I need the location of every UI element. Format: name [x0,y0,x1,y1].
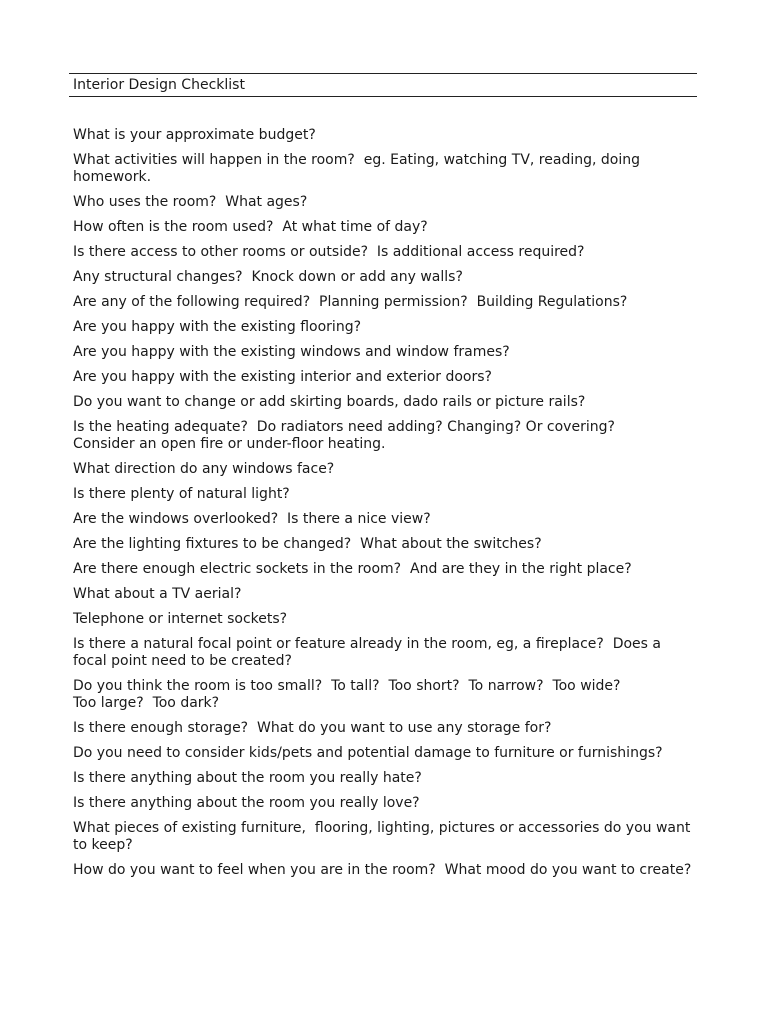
checklist-item: Are any of the following required? Planning permission? Building Regulations? [73,294,628,310]
checklist-item: How often is the room used? At what time of day? [73,219,428,235]
checklist-item: What is your approximate budget? [73,127,316,143]
checklist-item: What pieces of existing furniture, flooring, lighting, pictures or accessories do you want to keep? [73,820,695,853]
checklist-item: Is there anything about the room you really hate? [73,770,422,786]
checklist-item: What activities will happen in the room? eg. Eating, watching TV, reading, doing homework. [73,152,645,185]
checklist-item: Is there anything about the room you really love? [73,795,420,811]
checklist-item: Are you happy with the existing flooring? [73,319,362,335]
checklist-item: Are there enough electric sockets in the room? And are they in the right place? [73,561,632,577]
checklist-item: Are you happy with the existing interior and exterior doors? [73,369,492,385]
checklist-item: Are you happy with the existing windows and window frames? [73,344,510,360]
checklist-item: What direction do any windows face? [73,461,335,477]
checklist-item: Is the heating adequate? Do radiators need adding? Changing? Or covering? Consider an open fire or under-floor heating. [73,419,615,452]
document-title: Interior Design Checklist [73,77,245,93]
document-header [69,73,697,97]
checklist-item: Is there enough storage? What do you want to use any storage for? [73,720,552,736]
checklist-item: Who uses the room? What ages? [73,194,308,210]
checklist-item: Is there plenty of natural light? [73,486,290,502]
checklist-item: Is there a natural focal point or feature already in the room, eg, a fireplace? Does a focal point need to be created? [73,636,666,669]
checklist-item: Is there access to other rooms or outside? Is additional access required? [73,244,585,260]
checklist-item: Do you think the room is too small? To tall? Too short? To narrow? Too wide? Too large? Too dark? [73,678,621,711]
checklist-item: Do you need to consider kids/pets and potential damage to furniture or furnishings? [73,745,663,761]
checklist-item: What about a TV aerial? [73,586,242,602]
checklist [73,127,698,887]
checklist-item: Do you want to change or add skirting boards, dado rails or picture rails? [73,394,586,410]
checklist-item: Are the windows overlooked? Is there a nice view? [73,511,431,527]
checklist-item: Are the lighting fixtures to be changed? What about the switches? [73,536,542,552]
checklist-item: Telephone or internet sockets? [73,611,288,627]
checklist-item: How do you want to feel when you are in the room? What mood do you want to create? [73,862,692,878]
checklist-item: Any structural changes? Knock down or add any walls? [73,269,463,285]
